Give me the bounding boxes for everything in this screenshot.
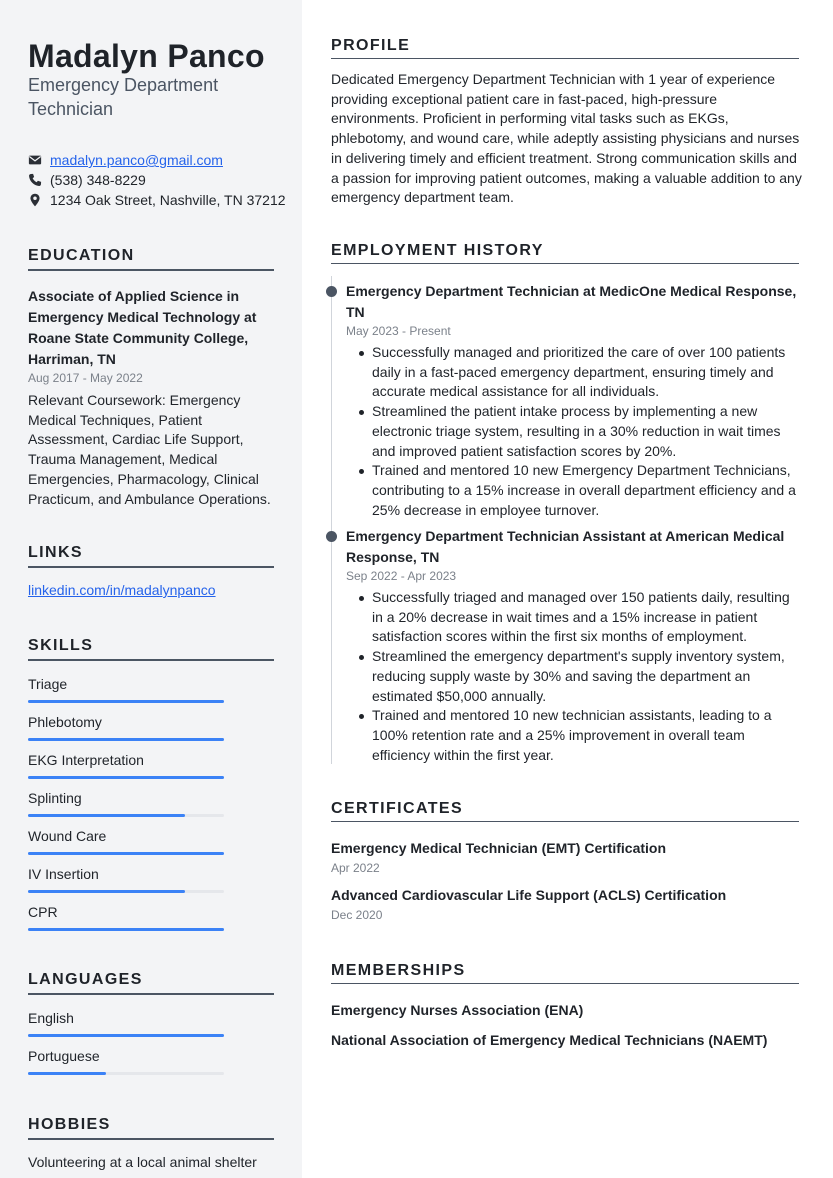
level-bar-track: [28, 1072, 224, 1075]
level-bar-track: [28, 852, 224, 855]
certificate-title: Emergency Medical Technician (EMT) Certification: [331, 840, 667, 856]
hobby-item: Volunteering at a local animal shelter: [28, 1154, 257, 1170]
level-bar-fill: [28, 776, 224, 779]
level-bar-fill: [28, 814, 185, 817]
skill-label: Wound Care: [28, 828, 107, 844]
level-bar-fill: [28, 890, 185, 893]
level-bar-fill: [28, 738, 224, 741]
level-bar-track: [28, 1034, 224, 1037]
skill-label: Portuguese: [28, 1048, 100, 1064]
certificate-title: Advanced Cardiovascular Life Support (ACLS) Certification: [331, 887, 727, 903]
timeline-dot: [326, 531, 337, 542]
skill-label: Splinting: [28, 790, 82, 806]
email-link[interactable]: madalyn.panco@gmail.com: [50, 152, 223, 168]
links-heading: LINKS: [28, 544, 274, 568]
certificate-date: Apr 2022: [331, 861, 380, 875]
skill-label: EKG Interpretation: [28, 752, 144, 768]
hobbies-heading: HOBBIES: [28, 1116, 274, 1140]
job-date: May 2023 - Present: [346, 324, 451, 338]
profile-heading: PROFILE: [331, 37, 799, 59]
level-bar-fill: [28, 852, 224, 855]
employment-heading: EMPLOYMENT HISTORY: [331, 242, 799, 264]
level-bar-track: [28, 928, 224, 931]
level-bar-track: [28, 700, 224, 703]
membership-item: National Association of Emergency Medical Technicians (NAEMT): [331, 1032, 768, 1048]
job-bullet: Successfully triaged and managed over 150 patients daily, resulting in a 20% decrease in wait times and a 15% increase in patient satisfaction scores within the first six months of employment.: [346, 588, 802, 647]
location-pin-icon: [28, 193, 42, 207]
level-bar-track: [28, 890, 224, 893]
address: 1234 Oak Street, Nashville, TN 37212: [50, 192, 286, 208]
languages-heading: LANGUAGES: [28, 971, 274, 995]
level-bar-fill: [28, 700, 224, 703]
phone-icon: [28, 173, 42, 187]
profile-text: Dedicated Emergency Department Technician with 1 year of experience providing exceptional patient care in fast-paced, high-pressure environments. Proficient in performing vital tasks such as EKGs, phlebotomy, and wound care, while adeptly assisting physicians and nurses in delivering timely and efficient treatment. Strong communication skills and a passion for improving patient outcomes, making a valuable addition to any emergency department team.: [331, 71, 802, 206]
timeline-dot: [326, 286, 337, 297]
certificate-date: Dec 2020: [331, 908, 383, 922]
education-title: Associate of Applied Science in Emergency Medical Technology at Roane State Community College, Harriman, TN: [28, 288, 257, 367]
job-title: Emergency Department Technician at MedicOne Medical Response, TN: [346, 283, 797, 320]
job-bullet: Streamlined the patient intake process by implementing a new electronic triage system, resulting in a 30% reduction in wait times and improved patient satisfaction scores by 20%.: [346, 402, 802, 461]
level-bar-track: [28, 738, 224, 741]
phone-number: (538) 348-8229: [50, 172, 146, 188]
job-bullet: Streamlined the emergency department's supply inventory system, reducing supply waste by 30% and saving the department an estimated $50,000 annually.: [346, 647, 802, 706]
education-heading: EDUCATION: [28, 247, 274, 271]
job-title: Emergency Department Technician Assistant at American Medical Response, TN: [346, 528, 785, 565]
skill-label: Phlebotomy: [28, 714, 102, 730]
memberships-heading: MEMBERSHIPS: [331, 962, 799, 984]
certificates-heading: CERTIFICATES: [331, 800, 799, 822]
sidebar: [0, 0, 302, 1178]
skill-label: Triage: [28, 676, 68, 692]
level-bar-track: [28, 776, 224, 779]
job-bullet: Trained and mentored 10 new Emergency Department Technicians, contributing to a 15% increase in overall department efficiency and a 25% decrease in employee turnover.: [346, 461, 802, 520]
job-bullet: Trained and mentored 10 new technician assistants, leading to a 100% retention rate and a 25% improvement in overall team efficiency within the first year.: [346, 706, 802, 765]
level-bar-fill: [28, 1072, 106, 1075]
job-bullets: [346, 343, 802, 520]
level-bar-fill: [28, 928, 224, 931]
skill-label: IV Insertion: [28, 866, 99, 882]
skill-label: English: [28, 1010, 74, 1026]
candidate-name: Madalyn Panco: [28, 38, 265, 74]
job-date: Sep 2022 - Apr 2023: [346, 569, 457, 583]
membership-item: Emergency Nurses Association (ENA): [331, 1002, 584, 1018]
level-bar-fill: [28, 1034, 224, 1037]
linkedin-link[interactable]: linkedin.com/in/madalynpanco: [28, 582, 216, 598]
job-bullet: Successfully managed and prioritized the care of over 100 patients daily in a fast-paced emergency department, ensuring timely and accurate medical assistance for all individuals.: [346, 343, 802, 402]
main-content: [302, 0, 833, 1178]
level-bar-track: [28, 814, 224, 817]
education-date: Aug 2017 - May 2022: [28, 371, 143, 385]
skills-heading: SKILLS: [28, 637, 274, 661]
timeline-line: [331, 276, 332, 764]
envelope-icon: [28, 153, 42, 167]
education-description: Relevant Coursework: Emergency Medical Techniques, Patient Assessment, Cardiac Life Support, Trauma Management, Medical Emergencies, Pharmacology, Clinical Practicum, and Ambulance Operations.: [28, 392, 271, 507]
candidate-role: Emergency Department Technician: [28, 75, 219, 119]
job-bullets: [346, 588, 802, 765]
skill-label: CPR: [28, 904, 58, 920]
